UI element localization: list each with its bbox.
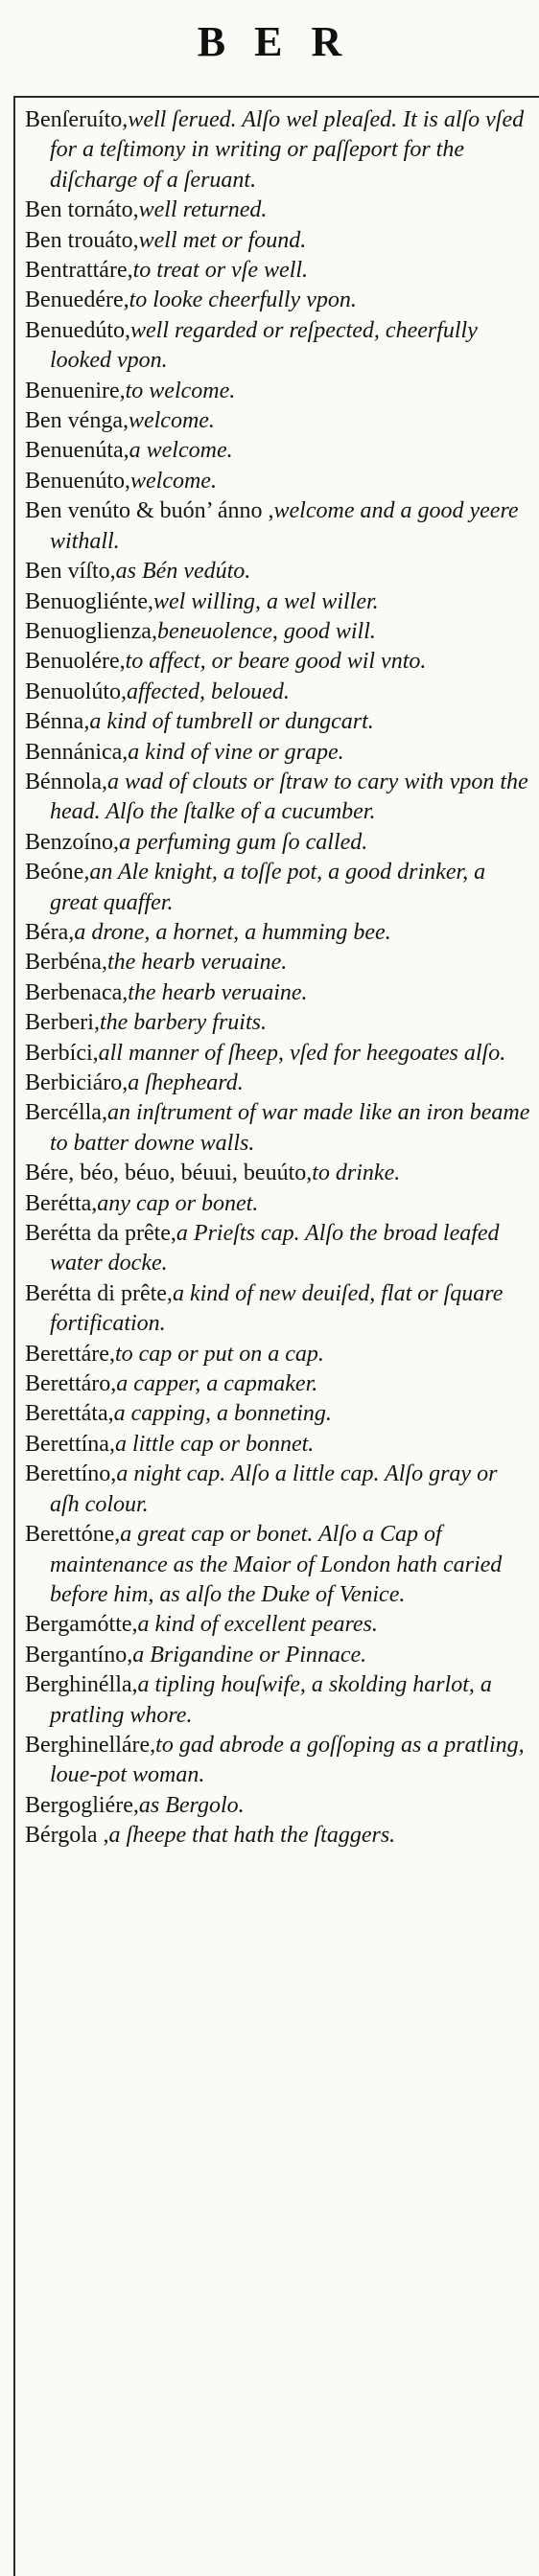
- entry-headword: Benuedúto,: [25, 317, 130, 343]
- entry-headword: Bérgola ,: [25, 1823, 109, 1849]
- entry-headword: Berettáro,: [25, 1371, 117, 1397]
- dictionary-entry: [25, 738, 531, 768]
- entry-headword: Ben vénga,: [25, 408, 129, 434]
- entry-definition: a capping, a bonneting.: [113, 1401, 332, 1427]
- dictionary-entry: [25, 1821, 531, 1851]
- entry-headword: Benſeruíto,: [25, 107, 129, 132]
- entry-definition: beneuolence, good will.: [156, 618, 376, 644]
- entry-definition: the barbery fruits.: [99, 1010, 267, 1036]
- entry-definition: the hearb veruaine.: [106, 950, 288, 976]
- entry-headword: Benuolére,: [25, 649, 126, 675]
- entry-definition: welcome.: [128, 408, 215, 434]
- running-head: BER: [197, 18, 371, 65]
- dictionary-entry: [25, 1430, 531, 1460]
- dictionary-entry: [25, 105, 531, 196]
- dictionary-entry: [25, 1399, 531, 1429]
- entry-definition: a welcome.: [129, 438, 233, 464]
- entry-headword: Berghinelláre,: [25, 1732, 156, 1758]
- entry-definition: a perfuming gum ſo called.: [118, 829, 368, 855]
- entry-headword: Benuenúta,: [25, 438, 129, 464]
- entry-definition: to affect, or beare good wil vnto.: [125, 649, 427, 675]
- entry-headword: Berettóne,: [25, 1522, 121, 1548]
- entry-definition: to treat or vſe well.: [132, 258, 309, 284]
- dictionary-entry: [25, 948, 531, 978]
- dictionary-entry: [25, 1369, 531, 1399]
- entry-definition: a kind of vine or grape.: [128, 739, 344, 765]
- dictionary-entry: [25, 918, 531, 948]
- entry-definition: well returned.: [138, 197, 268, 223]
- entry-headword: Ben víſto,: [25, 559, 116, 585]
- entry-definition: a great cap or bonet. Alſo a Cap of maintenance as the Maior of London hath caried before him, as alſo the Duke of Venice.: [50, 1522, 503, 1607]
- entry-headword: Berghinélla,: [25, 1672, 138, 1698]
- entry-definition: a kind of new deuiſed, flat or ſquare fortification.: [50, 1280, 504, 1337]
- entry-definition: a ſheepe that hath the ſtaggers.: [108, 1823, 396, 1849]
- dictionary-entry: [25, 316, 531, 377]
- dictionary-entry: [25, 1008, 531, 1038]
- dictionary-entry: [25, 1460, 531, 1520]
- entry-headword: Bercélla,: [25, 1100, 107, 1126]
- dictionary-entry: [25, 678, 531, 707]
- dictionary-entry: [25, 1279, 531, 1340]
- dictionary-entry: [25, 1189, 531, 1219]
- dictionary-entry: [25, 256, 531, 286]
- entry-definition: an inſtrument of war made like an iron beame to batter downe walls.: [50, 1100, 530, 1156]
- entry-definition: a night cap. Alſo a little cap. Alſo gray or aſh colour.: [50, 1461, 498, 1517]
- entry-definition: all manner of ſheep, vſed for heegoates alſo.: [98, 1040, 506, 1066]
- entry-headword: Bénnola,: [25, 769, 107, 794]
- entry-headword: Benuolúto,: [25, 678, 127, 704]
- entry-headword: Beóne,: [25, 860, 90, 886]
- entry-definition: to gad abrode a goſſoping as a pratling, loue-pot woman.: [50, 1732, 525, 1788]
- dictionary-entry: [25, 286, 531, 315]
- dictionary-entry: [25, 1791, 531, 1821]
- entry-headword: Bénna,: [25, 709, 90, 735]
- dictionary-entry: [25, 1219, 531, 1279]
- entry-definition: the hearb veruaine.: [128, 979, 308, 1005]
- entry-headword: Benuenúto,: [25, 468, 130, 494]
- entry-headword: Berettíno,: [25, 1461, 117, 1487]
- entry-headword: Berettína,: [25, 1431, 115, 1457]
- entry-definition: wel willing, a wel willer.: [152, 588, 379, 614]
- entry-headword: Berétta di prête,: [25, 1280, 173, 1306]
- entry-definition: a drone, a hornet, a humming bee.: [74, 919, 391, 945]
- entry-definition: to cap or put on a cap.: [114, 1341, 324, 1367]
- entry-definition: a ſhepheard.: [128, 1070, 244, 1095]
- dictionary-entry: [25, 858, 531, 918]
- entry-definition: a Prieſts cap. Alſo the broad leafed water docke.: [50, 1221, 500, 1276]
- column-rule: [13, 96, 15, 2576]
- entry-headword: Bentrattáre,: [25, 258, 133, 284]
- page-header: [0, 0, 539, 84]
- entry-headword: Ben trouáto,: [25, 227, 139, 253]
- entry-headword: Berétta,: [25, 1190, 98, 1216]
- dictionary-entry: [25, 1039, 531, 1069]
- entry-headword: Berettáre,: [25, 1341, 115, 1367]
- entry-definition: a wad of clouts or ſtraw to cary with vpon the head. Alſo the ſtalke of a cucumber.: [50, 769, 528, 825]
- dictionary-entry: [25, 828, 531, 858]
- entry-definition: a kind of excellent peares.: [137, 1612, 378, 1638]
- entry-definition: as Bergolo.: [138, 1792, 245, 1818]
- entry-definition: to looke cheerfully vpon.: [129, 288, 357, 313]
- entry-headword: Berettáta,: [25, 1401, 114, 1427]
- dictionary-entry: [25, 1731, 531, 1791]
- entry-definition: welcome and a good yeere withall.: [50, 498, 519, 554]
- entry-headword: Benzoíno,: [25, 829, 119, 855]
- dictionary-entry: [25, 377, 531, 406]
- entry-definition: a little cap or bonnet.: [114, 1431, 315, 1457]
- entry-definition: a kind of tumbrell or dungcart.: [89, 709, 374, 735]
- dictionary-entry: [25, 196, 531, 225]
- dictionary-entry: [25, 226, 531, 256]
- dictionary-entry: [25, 1098, 531, 1159]
- entry-definition: a Brigandine or Pinnace.: [132, 1642, 367, 1668]
- entry-headword: Berbíci,: [25, 1040, 99, 1066]
- entry-headword: Benuogliénte,: [25, 588, 153, 614]
- dictionary-entry: [25, 467, 531, 496]
- entry-definition: well ſerued. Alſo wel pleaſed. It is alſo vſed for a teſtimony in writing or paſſeport for the diſcharge of a ſeruant.: [50, 107, 525, 193]
- entry-definition: a capper, a capmaker.: [116, 1371, 318, 1397]
- dictionary-entry: [25, 496, 531, 557]
- dictionary-entry: [25, 1069, 531, 1098]
- entry-definition: affected, beloued.: [127, 678, 290, 704]
- entry-headword: Bennánica,: [25, 739, 129, 765]
- entry-headword: Benuedére,: [25, 288, 129, 313]
- entry-headword: Benuenire,: [25, 378, 126, 403]
- dictionary-entry: [25, 978, 531, 1008]
- dictionary-entry: [25, 617, 531, 647]
- entry-definition: to welcome.: [125, 378, 236, 403]
- dictionary-entry: [25, 1670, 531, 1731]
- entry-column: [25, 105, 531, 1852]
- dictionary-entry: [25, 768, 531, 828]
- entry-definition: a tipling houſwife, a skolding harlot, a pratling whore.: [50, 1672, 492, 1728]
- entry-headword: Bére, béo, béuo, béuui, beuúto,: [25, 1161, 313, 1186]
- entry-definition: any cap or bonet.: [97, 1190, 259, 1216]
- dictionary-entry: [25, 406, 531, 436]
- entry-headword: Bergantíno,: [25, 1642, 133, 1668]
- dictionary-entry: [25, 1340, 531, 1369]
- header-rule: [13, 96, 539, 99]
- entry-headword: Ben tornáto,: [25, 197, 139, 223]
- dictionary-entry: [25, 587, 531, 617]
- entry-headword: Bergamótte,: [25, 1612, 138, 1638]
- entry-definition: an Ale knight, a toſſe pot, a good drinker, a great quaffer.: [50, 860, 486, 915]
- entry-headword: Bergogliére,: [25, 1792, 139, 1818]
- entry-headword: Berbenaca,: [25, 979, 129, 1005]
- entry-definition: welcome.: [129, 468, 217, 494]
- dictionary-entry: [25, 647, 531, 677]
- dictionary-entry: [25, 707, 531, 737]
- entry-headword: Berétta da prête,: [25, 1221, 176, 1247]
- dictionary-entry: [25, 1520, 531, 1610]
- dictionary-entry: [25, 1641, 531, 1670]
- entry-definition: well regarded or reſpected, cheerfully looked vpon.: [50, 317, 478, 374]
- dictionary-entry: [25, 557, 531, 586]
- dictionary-entry: [25, 1610, 531, 1640]
- entry-headword: Berbéna,: [25, 950, 107, 976]
- entry-headword: Berberi,: [25, 1010, 100, 1036]
- entry-definition: well met or found.: [138, 227, 307, 253]
- entry-definition: to drinke.: [312, 1161, 401, 1186]
- dictionary-entry: [25, 436, 531, 466]
- entry-headword: Ben venúto & buón’ ánno ,: [25, 498, 274, 524]
- entry-headword: Béra,: [25, 919, 75, 945]
- entry-headword: Berbiciáro,: [25, 1070, 129, 1095]
- entry-headword: Benuoglienza,: [25, 618, 157, 644]
- entry-definition: as Bén vedúto.: [115, 559, 251, 585]
- dictionary-entry: [25, 1159, 531, 1188]
